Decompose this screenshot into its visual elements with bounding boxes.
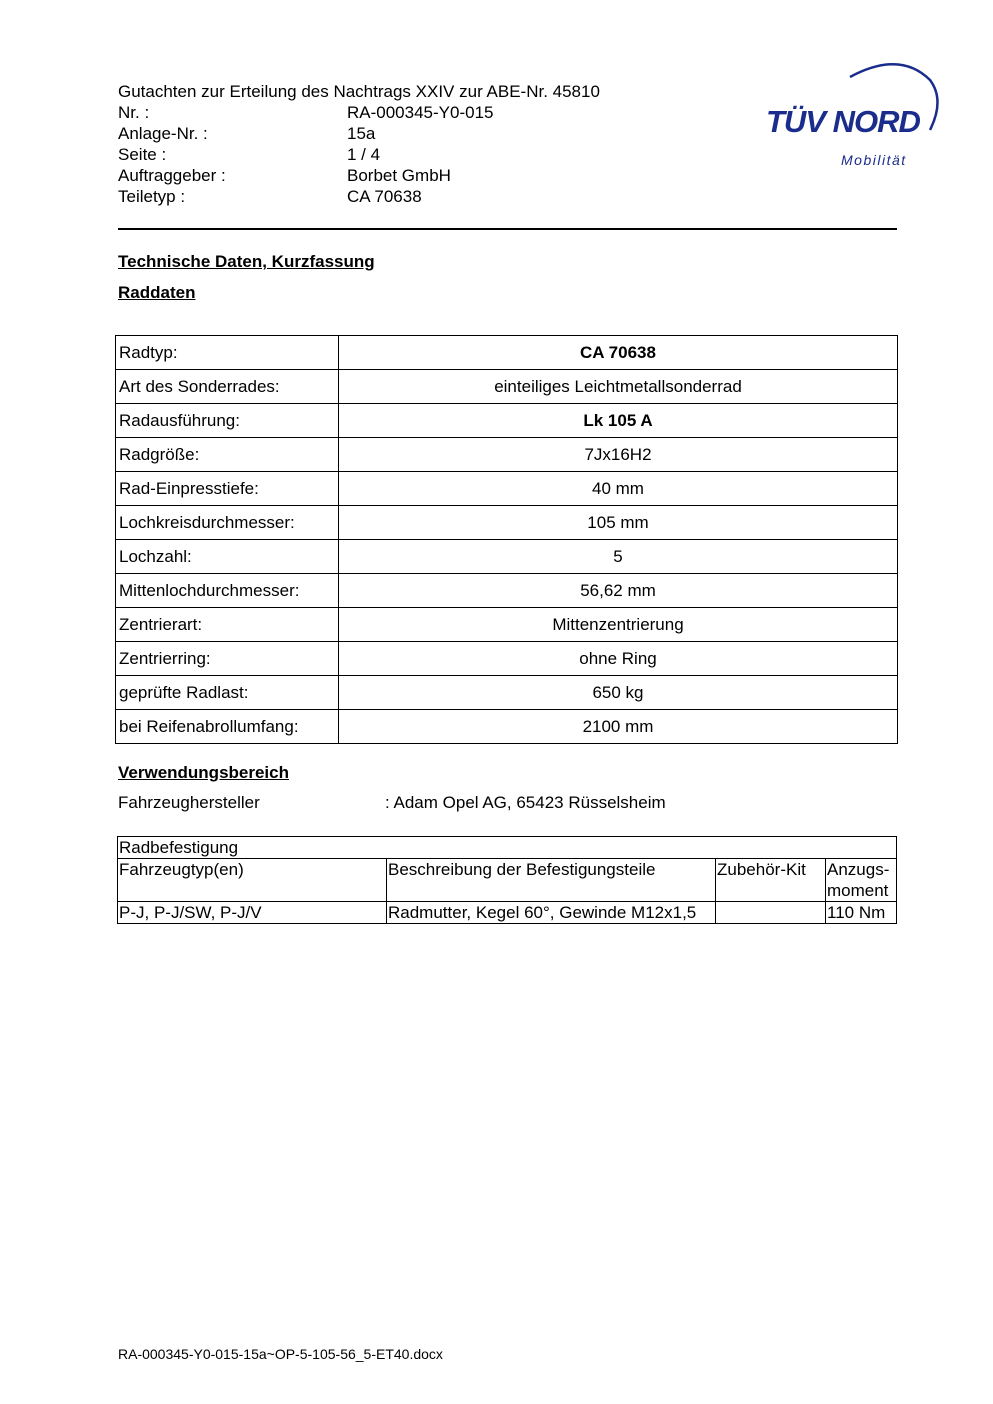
row-label: Radausführung: (116, 404, 339, 438)
table-row (116, 506, 898, 540)
column-header: Beschreibung der Befestigungsteile (387, 859, 716, 902)
table-cell (716, 902, 826, 924)
row-value: 7Jx16H2 (339, 438, 898, 472)
raddaten-table (115, 335, 898, 744)
row-value: 650 kg (339, 676, 898, 710)
table-row (116, 404, 898, 438)
row-label: Lochzahl: (116, 540, 339, 574)
header-field-value: CA 70638 (347, 187, 422, 206)
row-value: 105 mm (339, 506, 898, 540)
table-row (116, 540, 898, 574)
row-value: Lk 105 A (339, 404, 898, 438)
table-row (116, 472, 898, 506)
row-label: bei Reifenabrollumfang: (116, 710, 339, 744)
header-field-teiletyp (118, 186, 678, 207)
table-cell: Radmutter, Kegel 60°, Gewinde M12x1,5 (387, 902, 716, 924)
column-header: Anzugs-moment (826, 859, 897, 902)
row-value: 5 (339, 540, 898, 574)
header-field-anlage (118, 123, 678, 144)
header-divider (118, 228, 897, 230)
table-row (116, 676, 898, 710)
footer-filename: RA-000345-Y0-015-15a~OP-5-105-56_5-ET40.docx (118, 1346, 443, 1362)
table-header-row (118, 859, 897, 902)
table-row (116, 710, 898, 744)
table-row (116, 642, 898, 676)
header-field-label: Seite : (118, 145, 167, 164)
table-row (116, 336, 898, 370)
row-label: geprüfte Radlast: (116, 676, 339, 710)
header-field-auftraggeber (118, 165, 678, 186)
table-row (116, 438, 898, 472)
header-field-value: 15a (347, 124, 376, 143)
header-field-seite (118, 144, 678, 165)
radbefestigung-title: Radbefestigung (118, 837, 897, 859)
row-label: Radtyp: (116, 336, 339, 370)
logo-brand: TÜV NORD (766, 104, 920, 139)
row-value: ohne Ring (339, 642, 898, 676)
section-heading-technische: Technische Daten, Kurzfassung (118, 252, 375, 271)
fahrzeughersteller-label: Fahrzeughersteller (118, 793, 260, 812)
row-value: 56,62 mm (339, 574, 898, 608)
row-label: Lochkreisdurchmesser: (116, 506, 339, 540)
table-row (116, 608, 898, 642)
header-field-label: Auftraggeber : (118, 166, 226, 185)
row-label: Art des Sonderrades: (116, 370, 339, 404)
header-field-value: RA-000345-Y0-015 (347, 103, 494, 122)
row-value: einteiliges Leichtmetallsonderrad (339, 370, 898, 404)
row-label: Mittenlochdurchmesser: (116, 574, 339, 608)
fahrzeughersteller-row (118, 792, 898, 814)
document-header (118, 81, 678, 207)
row-label: Radgröße: (116, 438, 339, 472)
row-label: Zentrierring: (116, 642, 339, 676)
table-row (116, 370, 898, 404)
row-value: 40 mm (339, 472, 898, 506)
row-label: Rad-Einpresstiefe: (116, 472, 339, 506)
row-value: Mittenzentrierung (339, 608, 898, 642)
section-heading-verwendung: Verwendungsbereich (118, 763, 289, 782)
row-label: Zentrierart: (116, 608, 339, 642)
header-field-label: Anlage-Nr. : (118, 124, 208, 143)
row-value: CA 70638 (339, 336, 898, 370)
row-value: 2100 mm (339, 710, 898, 744)
column-header: Zubehör-Kit (716, 859, 826, 902)
section-heading-raddaten: Raddaten (118, 283, 196, 302)
table-title-row (118, 837, 897, 859)
document-title: Gutachten zur Erteilung des Nachtrags XXIV zur ABE-Nr. 45810 (118, 82, 600, 101)
column-header: Fahrzeugtyp(en) (118, 859, 387, 902)
table-row (116, 574, 898, 608)
header-field-label: Teiletyp : (118, 187, 186, 206)
header-field-label: Nr. : (118, 103, 150, 122)
logo-subtitle: Mobilität (841, 152, 907, 168)
table-cell: P-J, P-J/SW, P-J/V (118, 902, 387, 924)
tuev-nord-logo (760, 55, 945, 175)
table-cell: 110 Nm (826, 902, 897, 924)
header-field-value: Borbet GmbH (347, 166, 451, 185)
table-row (118, 902, 897, 924)
header-field-nr (118, 102, 678, 123)
fahrzeughersteller-value: : Adam Opel AG, 65423 Rüsselsheim (385, 793, 666, 812)
header-field-value: 1 / 4 (347, 145, 381, 164)
radbefestigung-table (117, 836, 897, 924)
